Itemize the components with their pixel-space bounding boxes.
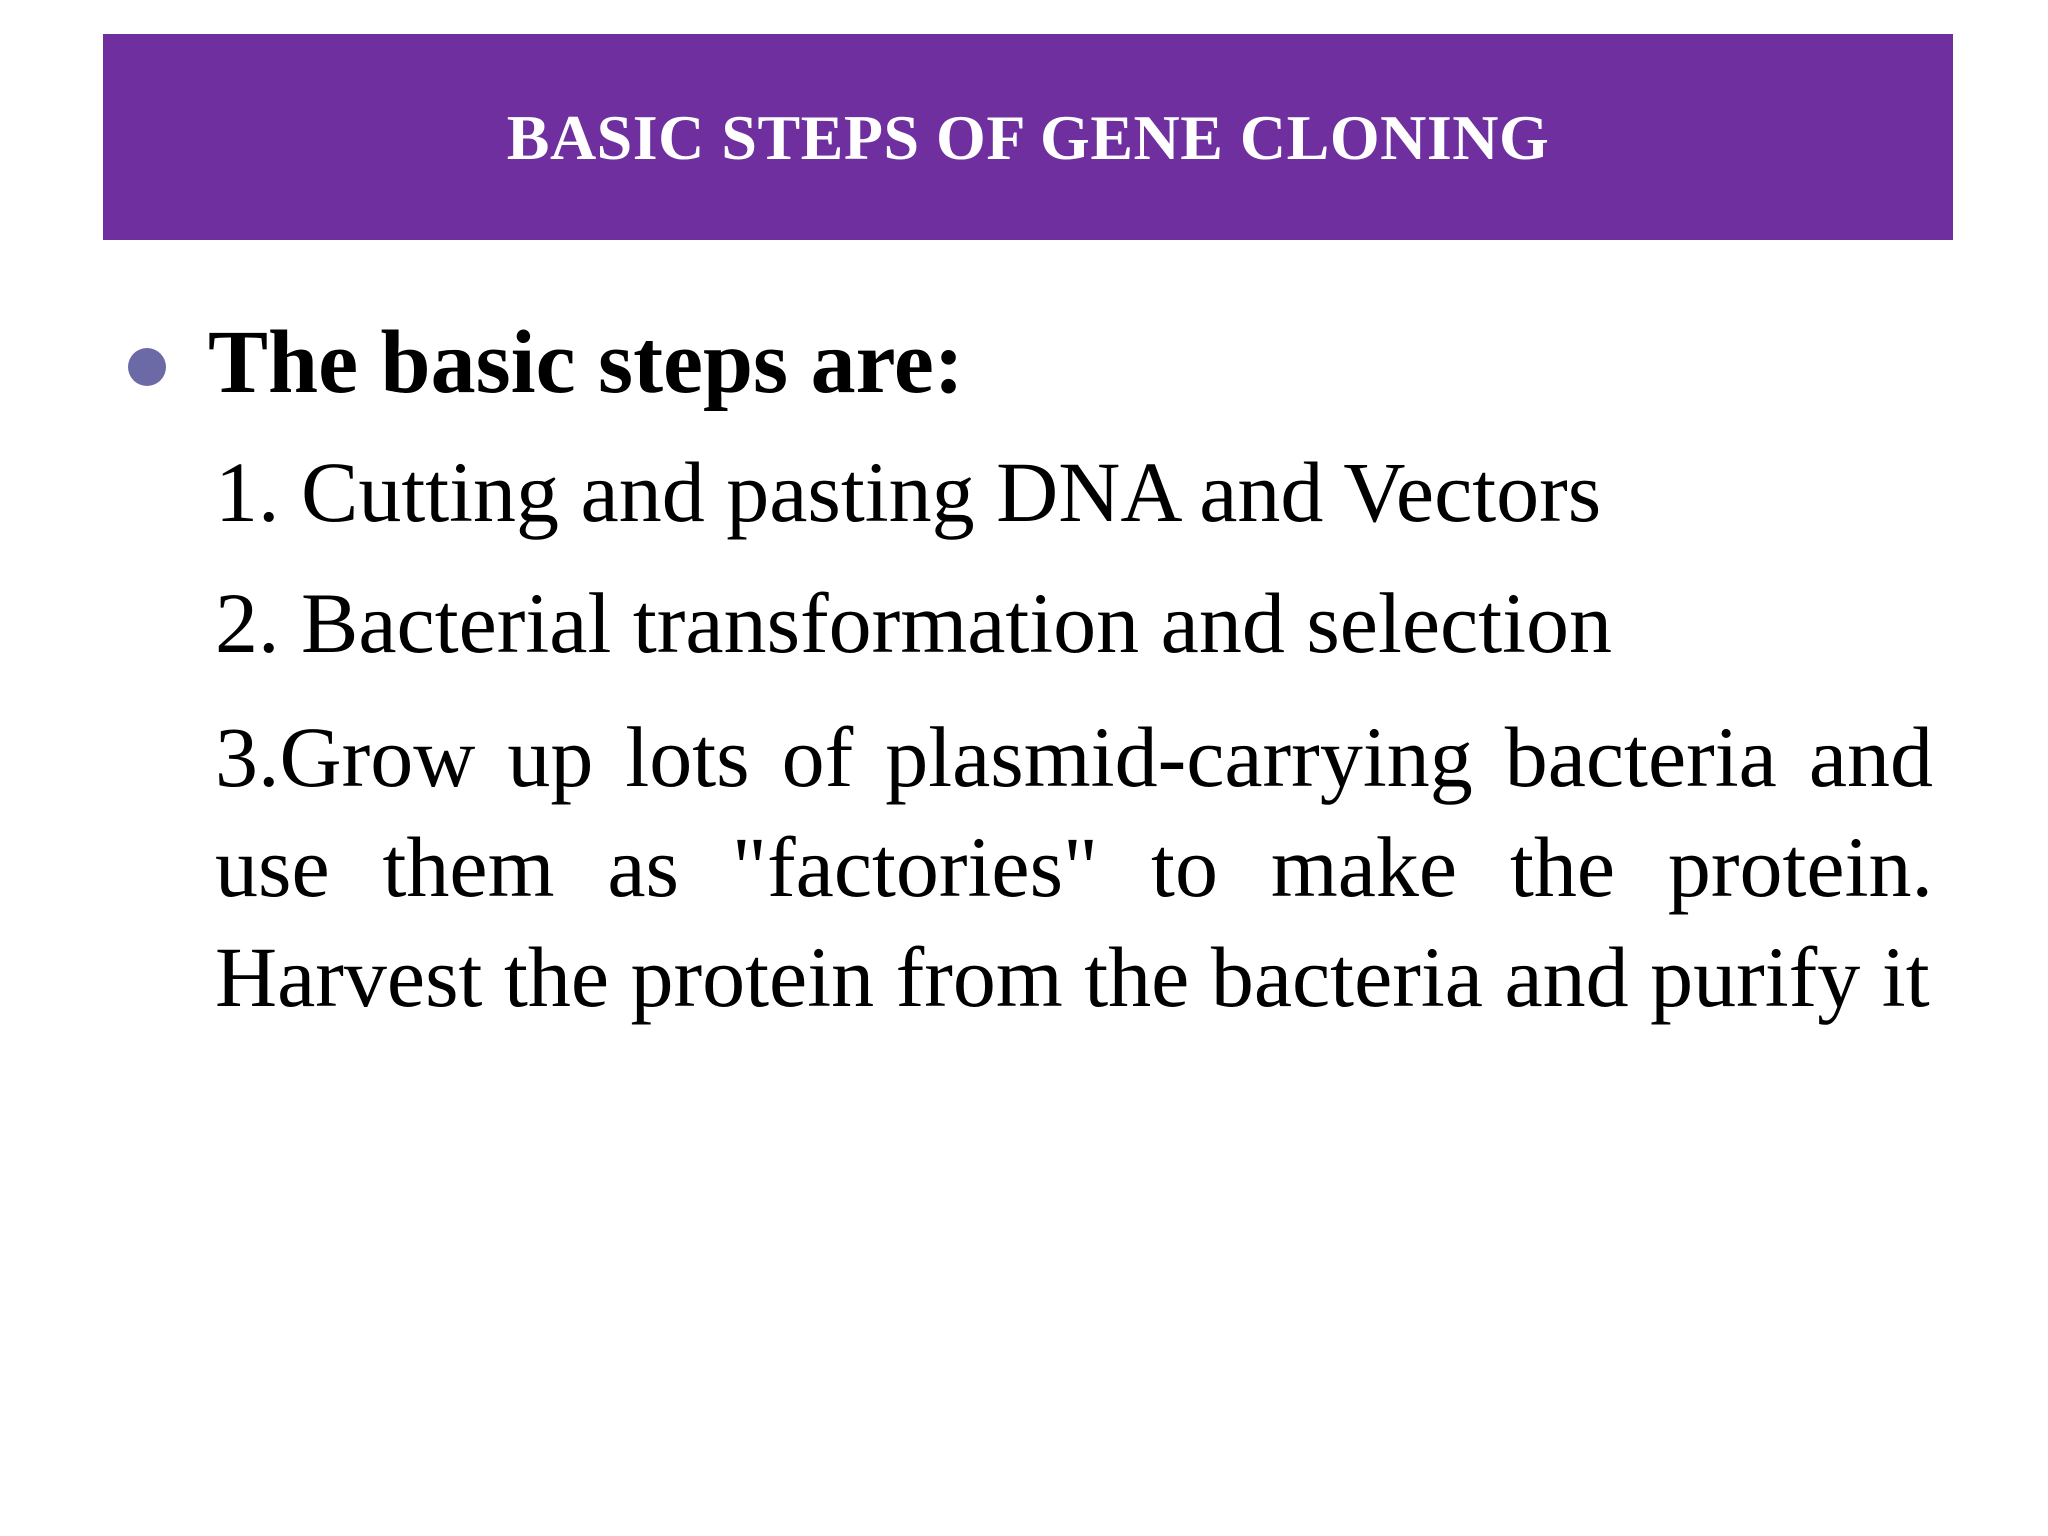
step-1: 1. Cutting and pasting DNA and Vectors bbox=[215, 444, 1602, 540]
bullet-item bbox=[128, 308, 964, 418]
step-3: 3.Grow up lots of plasmid-carrying bacteria and use them as "factories" to make the protein. Harvest the protein from the bacteria and purify it bbox=[215, 709, 1933, 1025]
step-2: 2. Bacterial transformation and selection bbox=[215, 575, 1612, 671]
bullet-heading: The basic steps are: bbox=[208, 313, 964, 412]
bullet-dot-icon bbox=[128, 348, 166, 386]
slide-title: BASIC STEPS OF GENE CLONING bbox=[506, 102, 1550, 173]
